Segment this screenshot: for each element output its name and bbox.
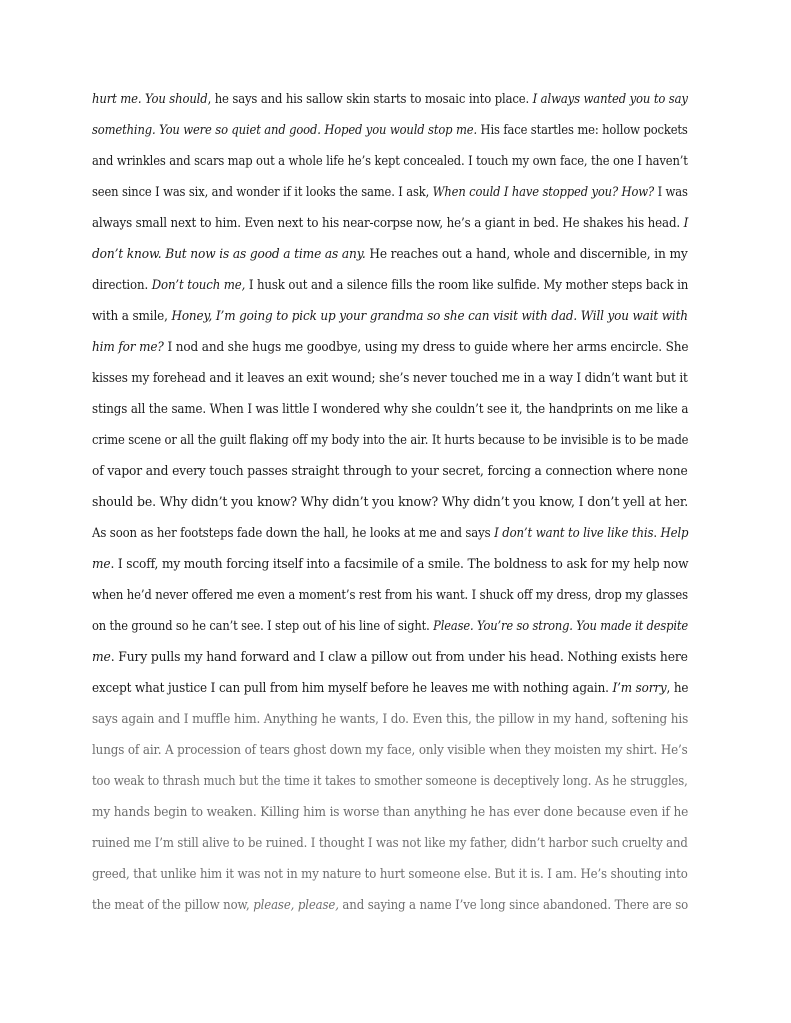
italic-text-segment: Help (660, 526, 689, 541)
italic-text-segment: Honey, I’m going to pick up your grandma so she can visit with dad. Will you wait with (171, 309, 688, 324)
text-segment: should be. Why didn’t you know? Why didn’t you know? Why didn’t you know, I don’t yell at her. (92, 495, 689, 510)
text-segment: . I scoff, my mouth forcing itself into a facsimile of a smile. The boldness to ask for my help now (110, 557, 689, 572)
italic-text-segment: don’t know. But now is as good a time as any. (92, 247, 366, 262)
text-segment: stings all the same. When I was little I wondered why she couldn’t see it, the handprints on me like a (92, 402, 689, 417)
text-segment: I husk out and a silence fills the room like sulfide. My mother steps back in (245, 278, 689, 293)
text-line (92, 679, 688, 699)
italic-text-segment: him for me? (92, 340, 164, 355)
text-segment: my hands begin to weaken. Killing him is worse than anything he has ever done because even if he (92, 805, 689, 820)
text-line (92, 400, 688, 420)
italic-text-segment: I’m sorry (612, 681, 667, 696)
text-segment: too weak to thrash much but the time it takes to smother someone is deceptively long. As he struggles, (92, 774, 688, 789)
text-line (92, 214, 688, 234)
text-segment: and wrinkles and scars map out a whole life he’s kept concealed. I touch my own face, the one I haven’t (92, 154, 688, 169)
text-segment: . (653, 526, 661, 541)
italic-text-segment: something. You were so quiet and good. Hoped you would stop me. (92, 123, 478, 138)
text-line (92, 276, 688, 296)
text-segment: says again and I muffle him. Anything he wants, I do. Even this, the pillow in my hand, softening his (92, 712, 689, 727)
text-segment: of vapor and every touch passes straight through to your secret, forcing a connection where none (92, 464, 688, 479)
text-line (92, 586, 688, 606)
text-segment: when he’d never offered me even a moment’s rest from his want. I shuck off my dress, drop my glasses (92, 588, 688, 603)
text-segment: , he says and his sallow skin starts to mosaic into place. (207, 92, 533, 107)
text-line (92, 803, 688, 823)
text-line (92, 431, 688, 451)
italic-text-segment: hurt me. You should (92, 92, 208, 107)
text-line (92, 245, 688, 265)
text-segment: . Fury pulls my hand forward and I claw a pillow out from under his head. Nothing exists here (110, 650, 688, 665)
italic-text-segment: Don’t touch me, (151, 278, 246, 293)
text-line (92, 462, 688, 482)
italic-text-segment: Please. You’re so strong. You made it despite (433, 619, 689, 634)
text-segment: with a smile, (92, 309, 172, 324)
text-segment: kisses my forehead and it leaves an exit wound; she’s never touched me in a way I didn’t want but it (92, 371, 688, 386)
text-line (92, 183, 688, 203)
text-segment: As soon as her footsteps fade down the hall, he looks at me and says (92, 526, 495, 541)
text-line (92, 338, 688, 358)
text-segment: He reaches out a hand, whole and discernible, in my (365, 247, 688, 262)
italic-text-segment: I don’t want to live like this (494, 526, 654, 541)
text-line (92, 121, 688, 141)
text-line (92, 90, 688, 110)
text-line (92, 896, 688, 916)
italic-text-segment: me (92, 557, 111, 572)
text-line (92, 710, 688, 730)
text-segment: on the ground so he can’t see. I step out of his line of sight. (92, 619, 434, 634)
text-segment: direction. (92, 278, 152, 293)
italic-text-segment: I always wanted you to say (532, 92, 688, 107)
italic-text-segment: I (683, 216, 689, 231)
text-segment: , he (666, 681, 689, 696)
text-line (92, 648, 688, 668)
text-line (92, 865, 688, 885)
text-line (92, 307, 688, 327)
text-segment: always small next to him. Even next to his near-corpse now, he’s a giant in bed. He shakes his head. (92, 216, 684, 231)
text-segment: greed, that unlike him it was not in my nature to hurt someone else. But it is. I am. He’s shouting into (92, 867, 688, 882)
text-segment: except what justice I can pull from him myself before he leaves me with nothing again. (92, 681, 613, 696)
text-segment: ruined me I’m still alive to be ruined. I thought I was not like my father, didn’t harbor such cruelty and (92, 836, 688, 851)
text-segment: crime scene or all the guilt flaking off my body into the air. It hurts because to be invisible is to be made (92, 433, 689, 448)
text-line (92, 772, 688, 792)
text-segment: seen since I was six, and wonder if it looks the same. I ask, (92, 185, 433, 200)
italic-text-segment: please, please, (253, 898, 339, 913)
text-line (92, 524, 688, 544)
text-segment: and saying a name I’ve long since abandoned. There are so (338, 898, 689, 913)
text-line (92, 493, 688, 513)
text-line (92, 834, 688, 854)
text-segment: His face startles me: hollow pockets (477, 123, 688, 138)
italic-text-segment: When could I have stopped you? How? (432, 185, 655, 200)
text-line (92, 152, 688, 172)
text-line (92, 369, 688, 389)
text-segment: I nod and she hugs me goodbye, using my dress to guide where her arms encircle. She (163, 340, 689, 355)
text-segment: the meat of the pillow now, (92, 898, 254, 913)
text-segment: I was (654, 185, 688, 200)
italic-text-segment: me (92, 650, 111, 665)
text-segment: lungs of air. A procession of tears ghost down my face, only visible when they moisten my shirt. He’s (92, 743, 688, 758)
text-line (92, 555, 688, 575)
text-line (92, 617, 688, 637)
text-line (92, 741, 688, 761)
